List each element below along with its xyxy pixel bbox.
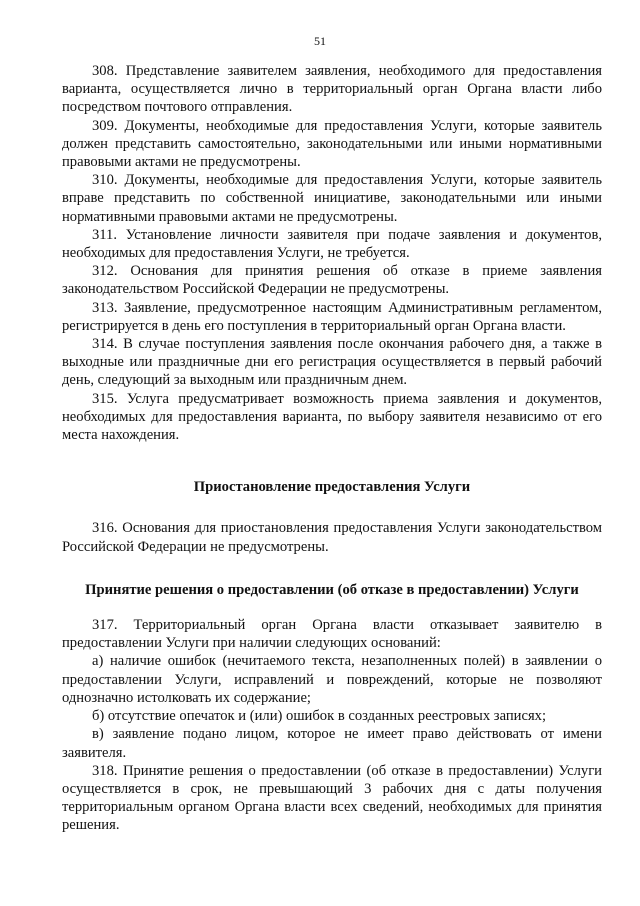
paragraph-316: 316. Основания для приостановления предоставления Услуги законодательством Российской Федерации не предусмотрены. [62,520,602,555]
paragraph-318: 318. Принятие решения о предоставлении (об отказе в предоставлении) Услуги осуществляется в срок, не превышающий 3 рабочих дня с даты получения территориальным органом Органа власти всех сведений, необходимых для принятия решения. [62,762,602,834]
paragraph-317-b: б) отсутствие опечаток и (или) ошибок в созданных реестровых записях; [92,708,547,725]
spacer [62,556,602,581]
paragraph-317-c: в) заявление подано лицом, которое не имеет право действовать от имени заявителя. [62,726,602,761]
section-heading-suspension: Приостановление предоставления Услуги [193,479,471,496]
paragraph-317: 317. Территориальный орган Органа власти отказывает заявителю в предоставлении Услуги при наличии следующих оснований: [62,617,602,652]
paragraph-313: 313. Заявление, предусмотренное настоящим Административным регламентом, регистрируется в день его поступления в территориальный орган Органа власти. [62,299,602,334]
paragraph-311: 311. Установление личности заявителя при подаче заявления и документов, необходимых для предоставления Услуги, не требуется. [62,226,602,262]
spacer [62,496,602,519]
paragraph-317-a: а) наличие ошибок (нечитаемого текста, незаполненных полей) в заявлении о предоставлении Услуги, исправлений и повреждений, которые не позволяют однозначно истолковать их содержание; [62,653,602,706]
paragraph-312: 312. Основания для принятия решения об отказе в приеме заявления законодательством Российской Федерации не предусмотрены. [62,263,602,298]
document-body [62,62,602,835]
paragraph-308: 308. Представление заявителем заявления, необходимого для предоставления варианта, осуществляется лично в территориальный орган Органа власти либо посредством почтового отправления. [62,63,602,116]
paragraph-309: 309. Документы, необходимые для предоставления Услуги, которые заявитель должен представить самостоятельно, законодательными или иными нормативными правовыми актами не предусмотрены. [62,117,602,171]
spacer [62,444,602,478]
spacer [62,599,602,616]
paragraph-315: 315. Услуга предусматривает возможность приема заявления и документов, необходимых для предоставления варианта, по выбору заявителя независимо от его места нахождения. [62,390,602,444]
paragraph-314: 314. В случае поступления заявления после окончания рабочего дня, а также в выходные или праздничные дни его регистрация осуществляется в первый рабочий день, следующий за выходным или праздничным днем. [62,336,602,389]
section-heading-decision: Принятие решения о предоставлении (об отказе в предоставлении) Услуги [85,581,579,598]
page-number: 51 [314,34,326,48]
paragraph-310: 310. Документы, необходимые для предоставления Услуги, которые заявитель вправе представить по собственной инициативе, законодательными или иными нормативными правовыми актами не предусмотрены. [62,172,602,225]
